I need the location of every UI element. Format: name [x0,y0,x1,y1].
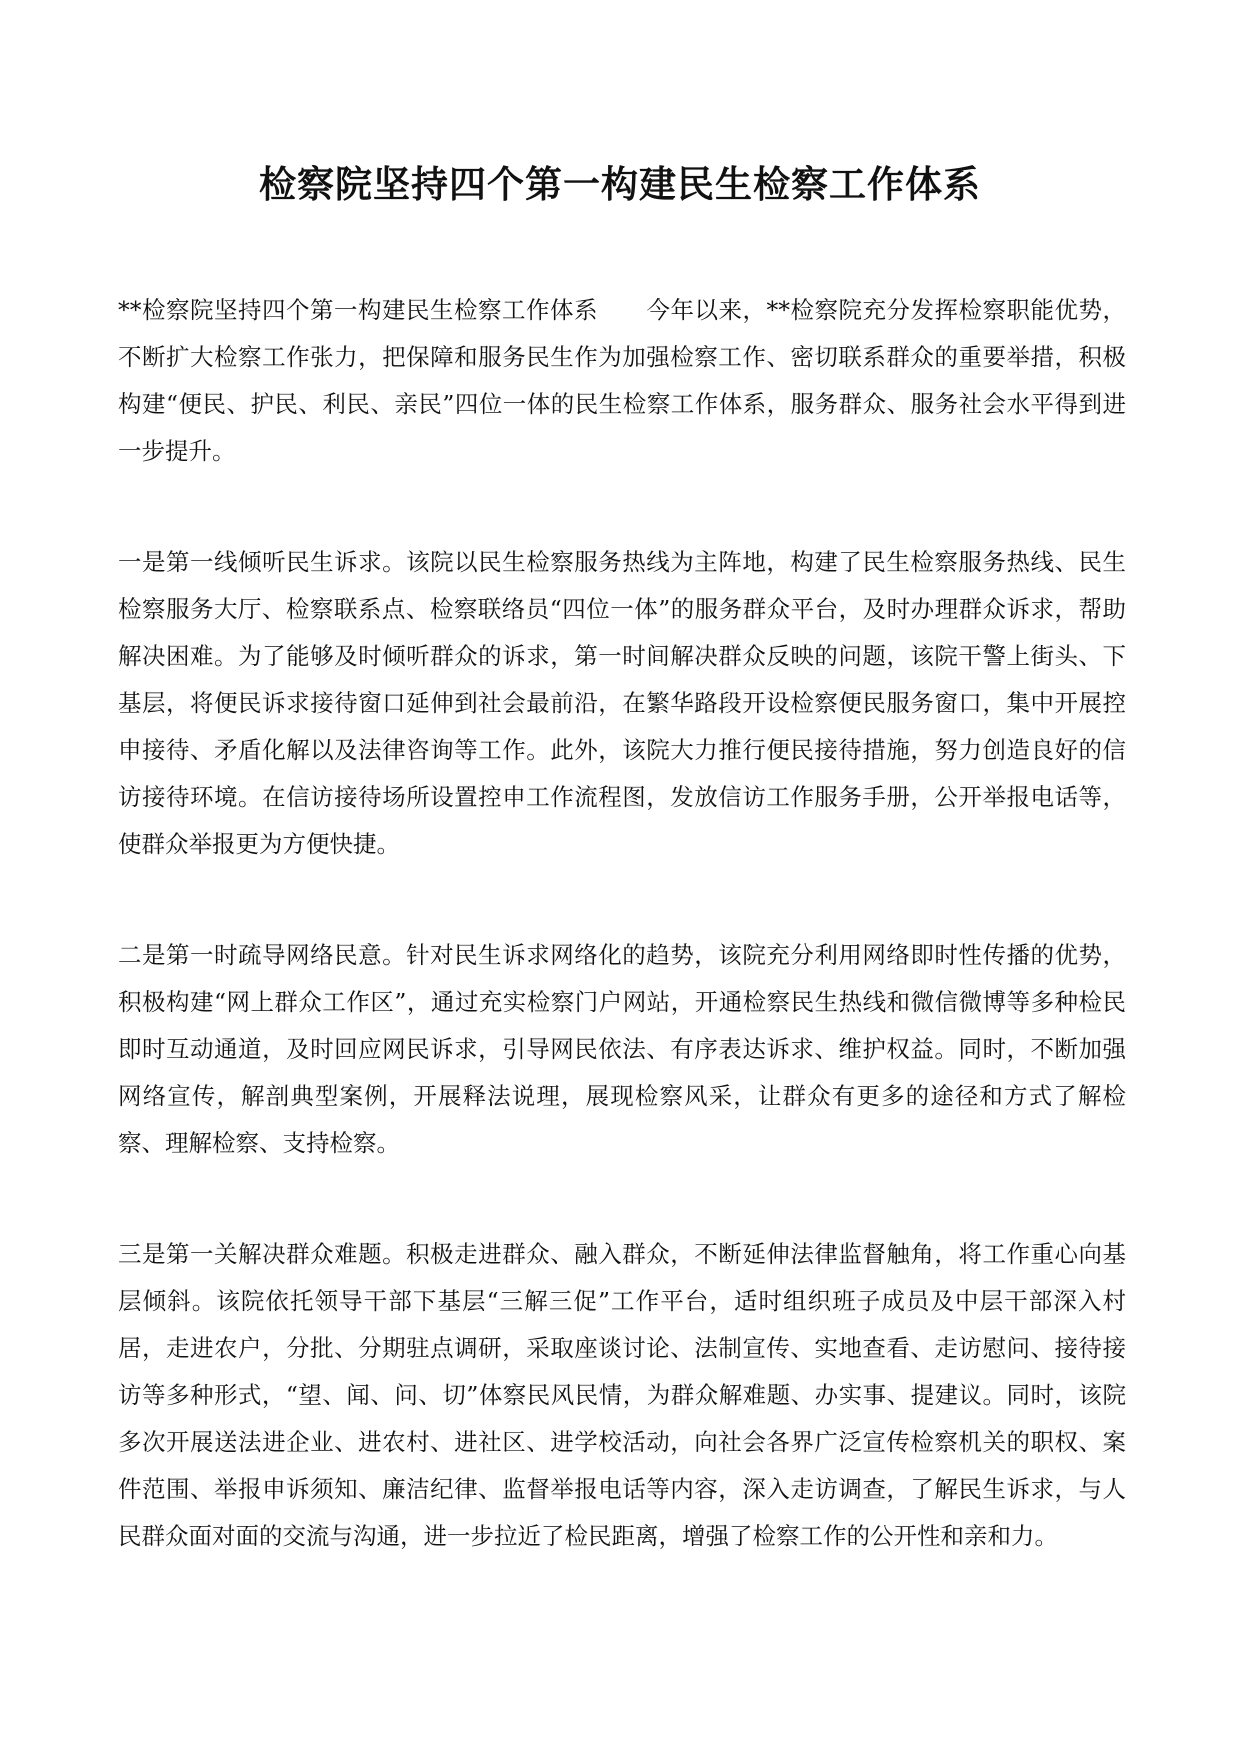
intro-heading: **检察院坚持四个第一构建民生检察工作体系 [118,296,598,324]
paragraph-first-time: 二是第一时疏导网络民意。针对民生诉求网络化的趋势，该院充分利用网络即时性传播的优势，积极构建“网上群众工作区”，通过充实检察门户网站，开通检察民生热线和微信微博等多种检民即时互动通道，及时回应网民诉求，引导网民依法、有序表达诉求、维护权益。同时，不断加强网络宣传，解剖典型案例，开展释法说理，展现检察风采，让群众有更多的途径和方式了解检察、理解检察、支持检察。 [118,941,1126,1157]
paragraph-first-gate: 三是第一关解决群众难题。积极走进群众、融入群众，不断延伸法律监督触角，将工作重心向基层倾斜。该院依托领导干部下基层“三解三促”工作平台，适时组织班子成员及中层干部深入村居，走进农户，分批、分期驻点调研，采取座谈讨论、法制宣传、实地查看、走访慰问、接待接访等多种形式，“望、闻、问、切”体察民风民情，为群众解难题、办实事、提建议。同时，该院多次开展送法进企业、进农村、进社区、进学校活动，向社会各界广泛宣传检察机关的职权、案件范围、举报申诉须知、廉洁纪律、监督举报电话等内容，深入走访调查，了解民生诉求，与人民群众面对面的交流与沟通，进一步拉近了检民距离，增强了检察工作的公开性和亲和力。 [118,1240,1126,1550]
document-title: 检察院坚持四个第一构建民生检察工作体系 [259,162,981,206]
intro-text: 今年以来，**检察院充分发挥检察职能优势，不断扩大检察工作张力，把保障和服务民生作为加强检察工作、密切联系群众的重要举措，积极构建“便民、护民、利民、亲民”四位一体的民生检察工作体系，服务群众、服务社会水平得到进一步提升。 [118,296,1126,465]
paragraph-first-line: 一是第一线倾听民生诉求。该院以民生检察服务热线为主阵地，构建了民生检察服务热线、民生检察服务大厅、检察联系点、检察联络员“四位一体”的服务群众平台，及时办理群众诉求，帮助解决困难。为了能够及时倾听群众的诉求，第一时间解决群众反映的问题，该院干警上街头、下基层，将便民诉求接待窗口延伸到社会最前沿，在繁华路段开设检察便民服务窗口，集中开展控申接待、矛盾化解以及法律咨询等工作。此外，该院大力推行便民接待措施，努力创造良好的信访接待环境。在信访接待场所设置控申工作流程图，发放信访工作服务手册，公开举报电话等，使群众举报更为方便快捷。 [118,548,1126,858]
intro-paragraph [118,287,1126,475]
document-body [118,287,1126,1624]
